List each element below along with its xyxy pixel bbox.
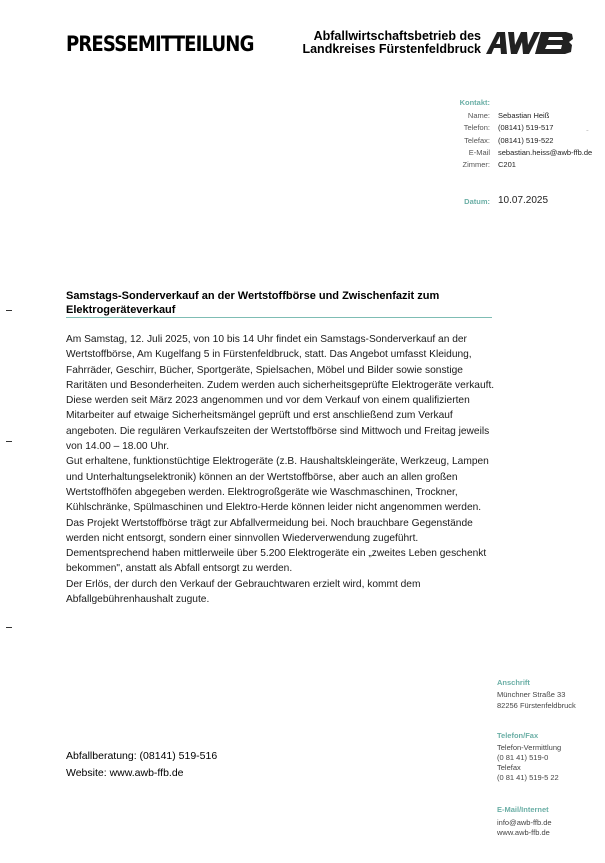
date-label: Datum: bbox=[464, 197, 490, 206]
email-link[interactable]: info@awb-ffb.de bbox=[497, 818, 552, 827]
phone-line: (0 81 41) 519-0 bbox=[497, 753, 549, 762]
contact-value-name: Sebastian Heiß bbox=[498, 111, 550, 120]
web-link[interactable]: www.awb-ffb.de bbox=[497, 828, 550, 837]
address-street: Münchner Straße 33 bbox=[497, 690, 566, 699]
org-name-line1: Abfallwirtschaftsbetrieb des bbox=[313, 29, 481, 43]
fold-mark bbox=[6, 310, 12, 311]
paragraph: Am Samstag, 12. Juli 2025, von 10 bis 14 Uhr findet ein Samstags-Sonderverkauf an der Wertstoffbörse, Am Kugelfang 5 in Fürstenfeldbruck, statt. Das Angebot umfasst Kleidung, Fahrräder, Geschirr, Bücher, Sportgeräte, Spielsachen, Möbel und Bilder sowie sonstige Raritäten und Besonderheiten. Zudem werden auch sicherheitsgeprüfte Elektrogeräte verkauft. Diese werden seit März 2023 angenommen und vor dem Verkauf von einem qualifizierten Mitarbeiter auf etwaige Sicherheitsmängel geprüft und erst anschließend zum Verkauf angeboten. Die regulären Verkaufszeiten der Wertstoffbörse sind Mittwoch und Freitag jeweils von 14.00 – 18.00 Uhr. bbox=[66, 334, 495, 453]
address-heading: Anschrift bbox=[497, 678, 530, 687]
fold-mark bbox=[6, 627, 12, 628]
article-body bbox=[66, 332, 498, 607]
paragraph: Der Erlös, der durch den Verkauf der Gebrauchtwaren erzielt wird, kommt dem Abfallgebührenhaushalt zugute. bbox=[66, 578, 421, 606]
date-value: 10.07.2025 bbox=[498, 195, 549, 206]
svg-text:AWB: AWB bbox=[586, 131, 589, 132]
email-heading: E-Mail/Internet bbox=[497, 805, 549, 814]
phone-line: Telefax bbox=[497, 763, 521, 772]
contact-label-phone: Telefon: bbox=[463, 123, 490, 132]
contact-label-name: Name: bbox=[467, 111, 490, 120]
contact-heading: Kontakt: bbox=[459, 98, 490, 107]
contact-value-phone: (08141) 519-517 bbox=[498, 123, 554, 132]
contact-value-fax: (08141) 519-522 bbox=[498, 136, 554, 145]
org-name-line2: Landkreises Fürstenfeldbruck bbox=[302, 42, 481, 56]
phone-line: Telefon-Vermittlung bbox=[497, 743, 562, 752]
title-divider bbox=[66, 317, 492, 318]
paragraph: Dementsprechend haben mittlerweile über 5.200 Elektrogeräte ein „zweites Leben geschenkt bekommen", anstatt als Abfall entsorgt zu werden. bbox=[66, 548, 487, 575]
website-link[interactable]: Website: www.awb-ffb.de bbox=[66, 767, 184, 779]
address-city: 82256 Fürstenfeldbruck bbox=[497, 701, 576, 710]
article-title: Samstags-Sonderverkauf an der Wertstoffbörse und Zwischenfazit zum Elektrogeräteverkauf bbox=[66, 290, 440, 316]
contact-label-email: E-Mail bbox=[468, 148, 490, 157]
contact-value-email[interactable]: sebastian.heiss@awb-ffb.de bbox=[498, 148, 593, 157]
phone-line: (0 81 41) 519-5 22 bbox=[497, 773, 559, 782]
contact-label-fax: Telefax: bbox=[464, 136, 490, 145]
page-title: PRESSEMITTEILUNG bbox=[66, 32, 254, 56]
contact-label-room: Zimmer: bbox=[462, 160, 490, 169]
paragraph: Gut erhaltene, funktionstüchtige Elektrogeräte (z.B. Haushaltskleingeräte, Werkzeug, Lampen und Unterhaltungselektronik) können an der Wertstoffbörse, aber auch an allen großen Wertstoffhöfen abgegeben werden. Elektrogroßgeräte wie Waschmaschinen, Trockner, Kühlschränke, Spülmaschinen und Elektro-Herde können leider nicht angenommen werden. bbox=[66, 456, 489, 514]
advice-phone: Abfallberatung: (08141) 519-516 bbox=[66, 750, 218, 762]
phone-heading: Telefon/Fax bbox=[497, 731, 539, 740]
punch-mark bbox=[6, 441, 12, 442]
paragraph: Das Projekt Wertstoffbörse trägt zur Abfallvermeidung bei. Noch brauchbare Gegenstände werden nicht entsorgt, sondern einer sinnvollen Wiederverwendung zugeführt. bbox=[66, 517, 473, 544]
contact-value-room: C201 bbox=[498, 160, 516, 169]
